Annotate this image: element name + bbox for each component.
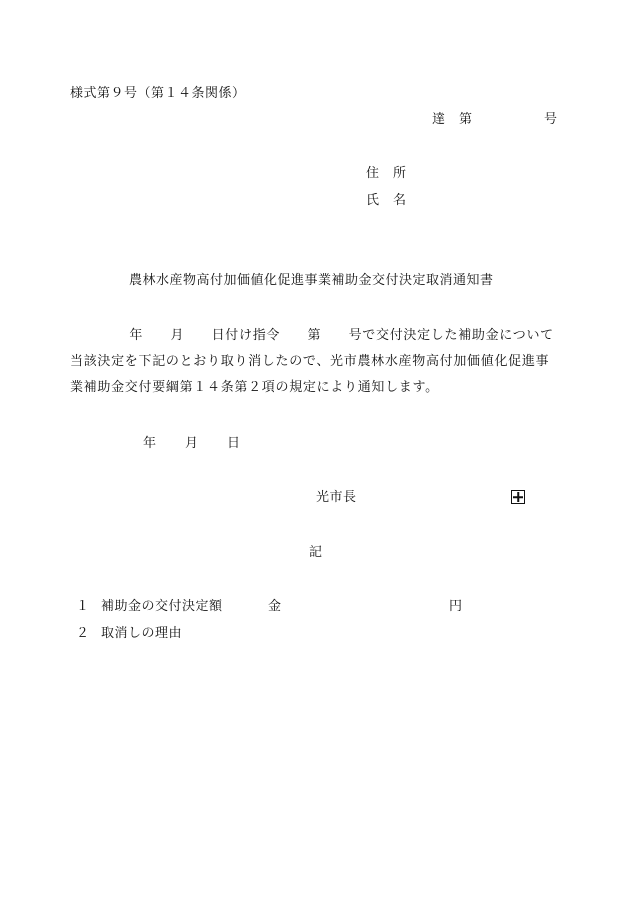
seal-icon <box>511 490 525 504</box>
document-number-suffix: 号 <box>544 112 558 127</box>
item-1-number: １ <box>76 599 90 614</box>
address-label: 住 所 <box>366 166 407 181</box>
item-2-label: 取消しの理由 <box>101 626 183 641</box>
body-line-2: 当該決定を下記のとおり取り消したので、光市農林水産物高付加価値化促進事 <box>70 354 550 369</box>
item-1-yen: 円 <box>449 599 463 614</box>
body-line-1: 年 月 日付け指令 第 号で交付決定した補助金について <box>102 328 554 343</box>
name-label: 氏 名 <box>366 193 407 208</box>
date-year-label: 年 <box>143 436 157 451</box>
item-1-label: 補助金の交付決定額 <box>101 599 223 614</box>
body-line-3: 業補助金交付要綱第１４条第２項の規定により通知します。 <box>70 380 439 395</box>
item-2-number: ２ <box>76 626 90 641</box>
date-month-label: 月 <box>185 436 199 451</box>
ki-heading: 記 <box>309 545 323 560</box>
signatory-name: 光市長 <box>316 490 357 505</box>
document-title: 農林水産物高付加価値化促進事業補助金交付決定取消通知書 <box>129 273 494 288</box>
date-day-label: 日 <box>227 436 241 451</box>
document-number-prefix: 達 第 <box>432 112 473 127</box>
item-1-kin: 金 <box>268 599 282 614</box>
form-label: 様式第９号（第１４条関係） <box>70 86 246 101</box>
